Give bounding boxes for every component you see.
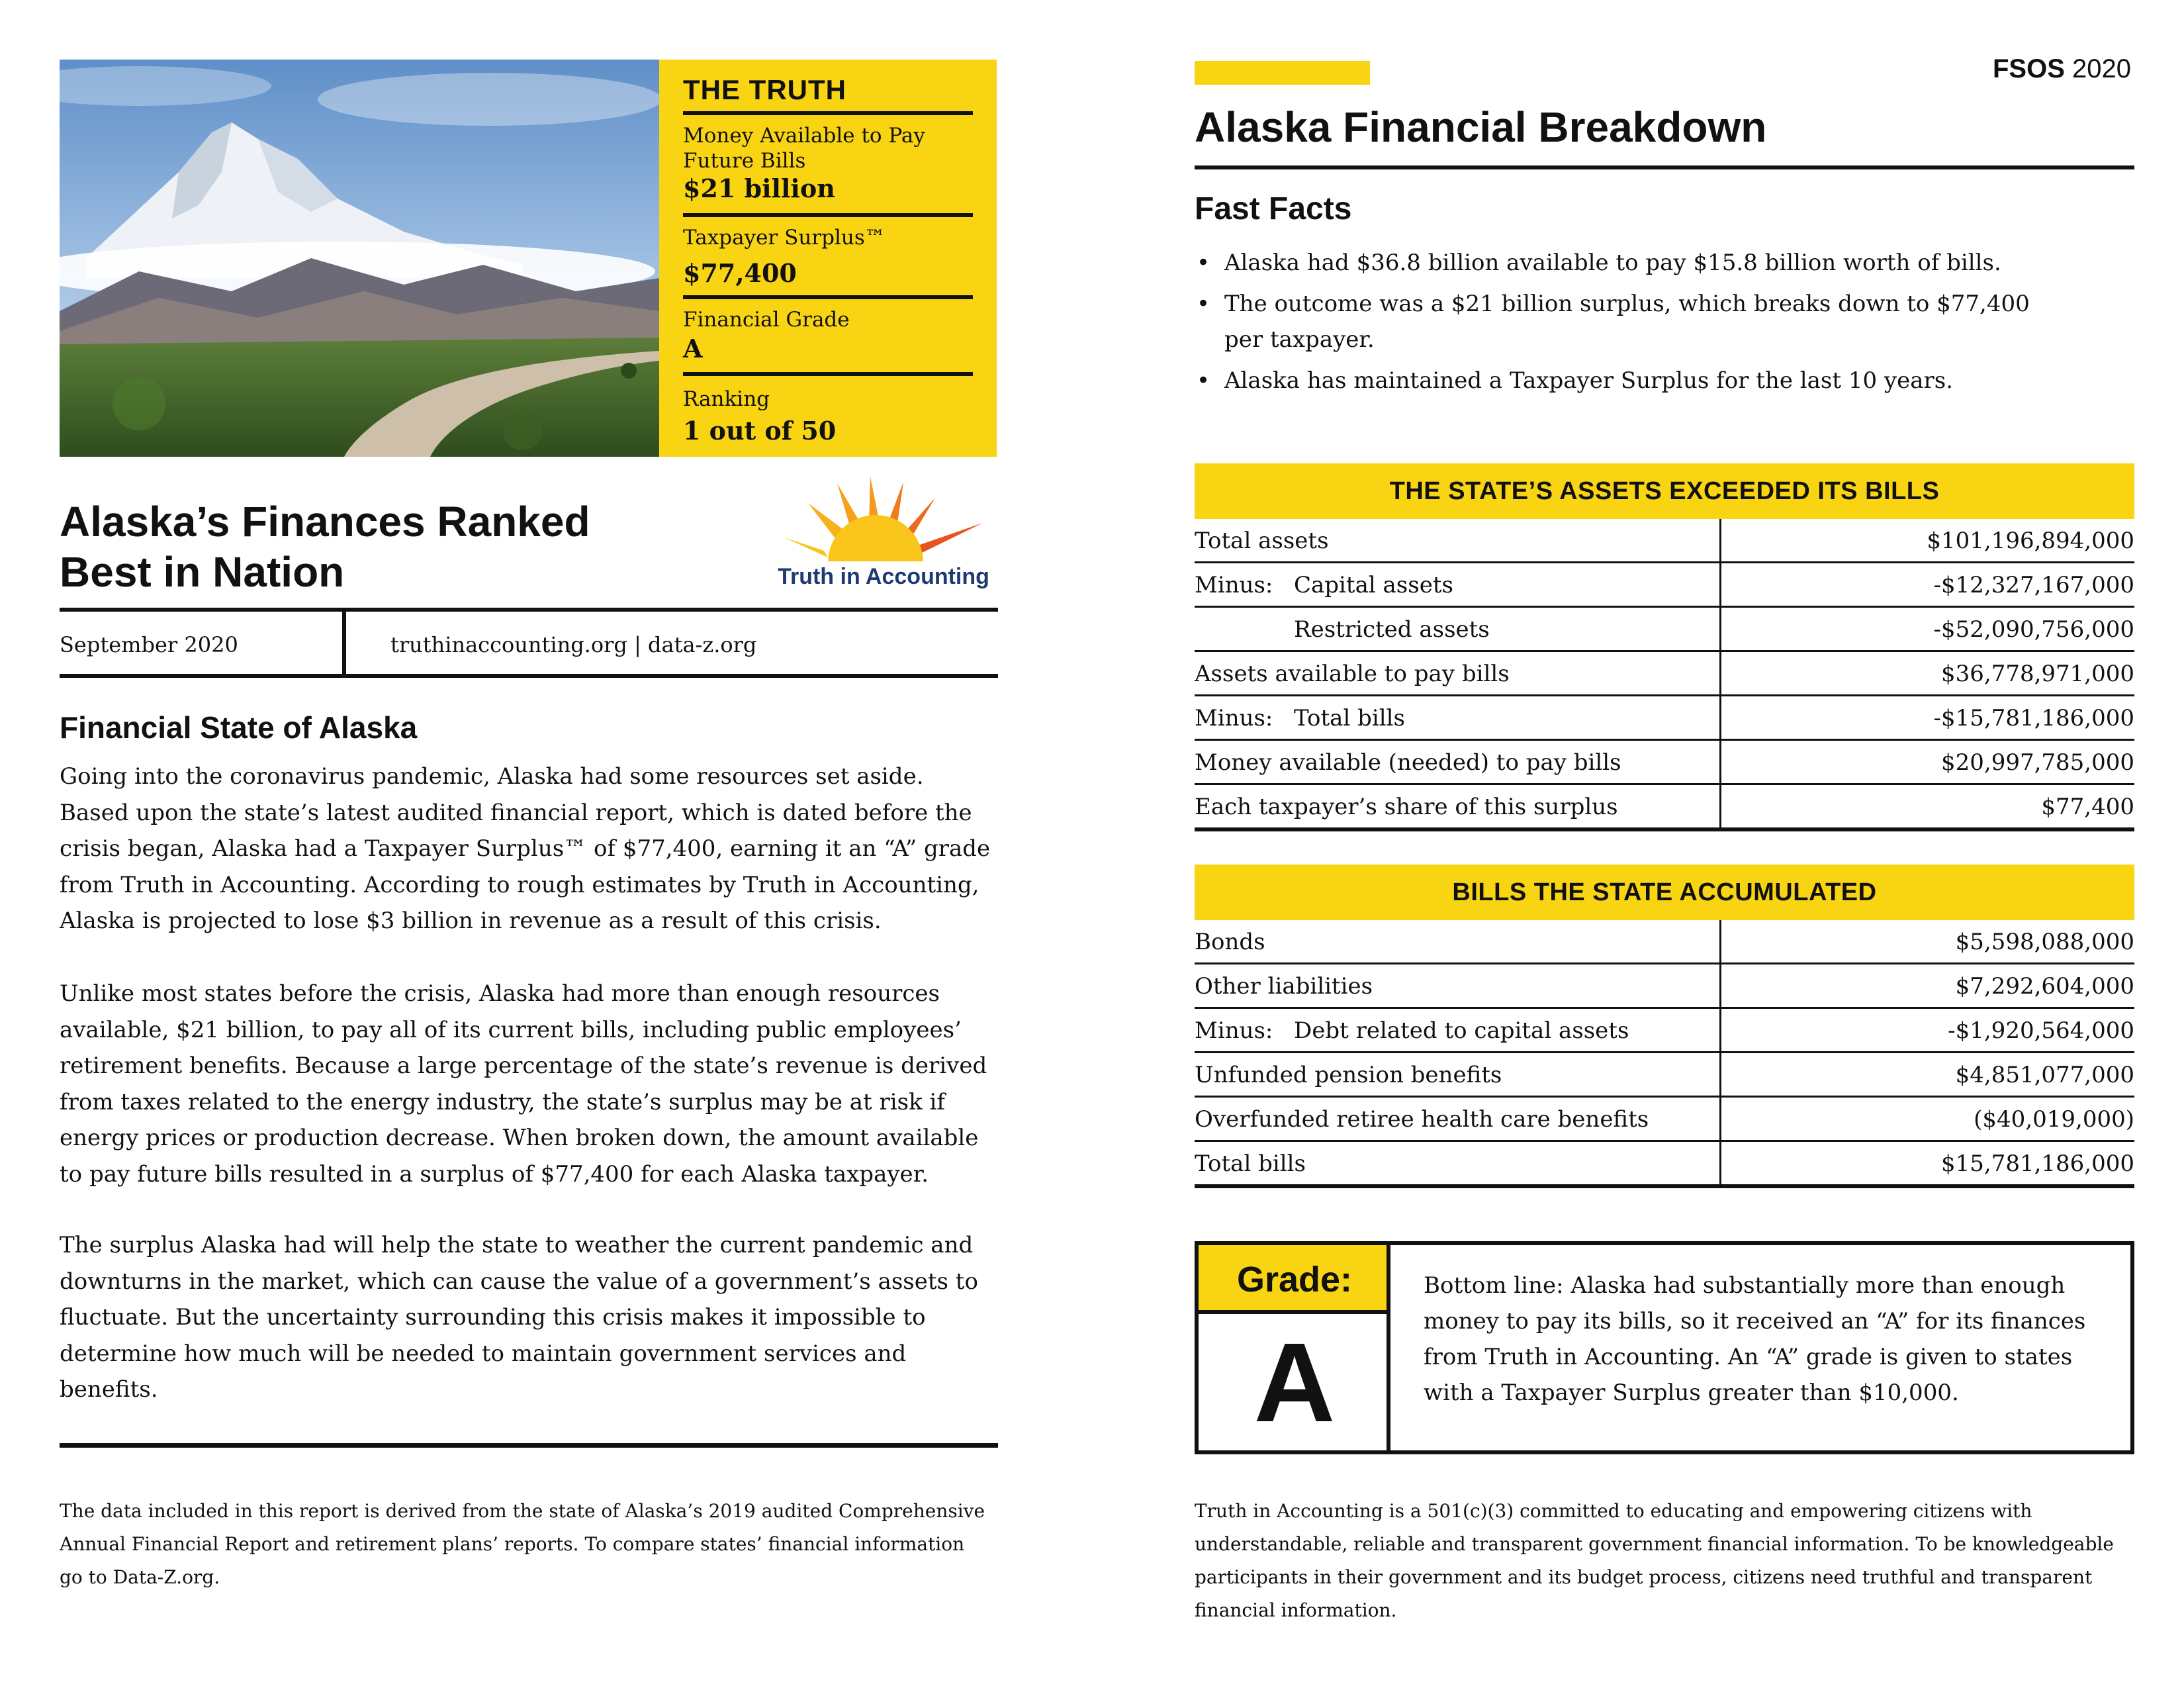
row-label: Bonds: [1195, 929, 1265, 955]
divider: [1195, 165, 2134, 169]
bullet: •: [1197, 291, 1210, 317]
table-row: [1195, 696, 2134, 741]
table-row: [1195, 785, 2134, 831]
page-headline: [60, 496, 655, 597]
bottom-line-text: Bottom line: Alaska had substantially more than enough money to pay its bills, so it received an “A” for its finances from Truth in Accounting. An “A” grade is given to states with a Taxpayer Surplus greater than $10,000.: [1424, 1272, 2086, 1406]
table-row: [1195, 608, 2134, 652]
truth-value-money-available: $21 billion: [683, 173, 835, 203]
fsos-label: FSOS: [1992, 54, 2065, 83]
row-label: Total bills: [1294, 705, 1405, 731]
fsos-year: 2020: [2072, 54, 2131, 83]
row-prefix: Minus:: [1195, 705, 1273, 731]
truth-label-money-available: Money Available to Pay Future Bills: [683, 124, 925, 173]
divider: [60, 674, 998, 678]
truth-box-title: THE TRUTH: [683, 74, 846, 105]
accent-tab: [1195, 61, 1370, 85]
row-value: -$1,920,564,000: [1948, 1017, 2134, 1044]
publication-date: September 2020: [60, 632, 238, 657]
fast-fact-text: The outcome was a $21 billion surplus, which breaks down to $77,400 per taxpayer.: [1224, 291, 2030, 353]
table-row: [1195, 1053, 2134, 1098]
assets-table-title: THE STATE’S ASSETS EXCEEDED ITS BILLS: [1195, 463, 2134, 519]
mission-statement: Truth in Accounting is a 501(c)(3) committed to educating and empowering citizens with understandable, reliable and transparent government financial information. To be knowledgeable participants in their government and its budget process, citizens need truthful and transparent financial information.: [1195, 1500, 2114, 1621]
section-heading: Financial State of Alaska: [60, 710, 418, 745]
grade-box: [1195, 1241, 2134, 1454]
truth-value-taxpayer-surplus: $77,400: [683, 258, 797, 288]
row-prefix: Minus:: [1195, 1017, 1273, 1044]
truth-label-ranking: Ranking: [683, 387, 770, 411]
grade-label: Grade:: [1236, 1260, 1353, 1299]
table-row: [1195, 1009, 2134, 1053]
row-label: Restricted assets: [1294, 616, 1490, 643]
bullet: •: [1197, 367, 1210, 394]
divider: [683, 372, 973, 376]
divider: [60, 608, 998, 612]
fast-fact-item: [1197, 286, 2071, 357]
row-value: $7,292,604,000: [1955, 973, 2134, 1000]
row-value: $77,400: [2041, 794, 2134, 820]
headline-line-1: Alaska’s Finances Ranked: [60, 498, 590, 545]
truth-label-taxpayer-surplus: Taxpayer Surplus™: [683, 226, 886, 250]
truth-value-ranking: 1 out of 50: [683, 416, 837, 445]
truth-value-financial-grade: A: [683, 334, 703, 363]
table-row: [1195, 652, 2134, 696]
row-label: Assets available to pay bills: [1195, 661, 1510, 687]
body-paragraph-1: Going into the coronavirus pandemic, Alaska had some resources set aside. Based upon the state’s latest audited financial report, which is dated before the crisis began, Alaska had a Taxpayer Surplus™ of $77,400, earning it an “A” grade from Truth in Accounting. According to rough estimates by Truth in Accounting, Alaska is projected to lose $3 billion in revenue as a result of this crisis.: [60, 763, 991, 934]
websites: truthinaccounting.org | data-z.org: [390, 632, 757, 657]
row-label: Each taxpayer’s share of this surplus: [1195, 794, 1618, 820]
row-value: $15,781,186,000: [1940, 1150, 2134, 1177]
divider: [1195, 827, 2134, 831]
bills-table-title: BILLS THE STATE ACCUMULATED: [1195, 865, 2134, 920]
table-row: [1195, 1142, 2134, 1188]
row-value: $4,851,077,000: [1955, 1062, 2134, 1088]
hero-photo-mountain-road: [60, 60, 659, 457]
table-row: [1195, 1098, 2134, 1142]
row-label: Unfunded pension benefits: [1195, 1062, 1502, 1088]
row-label: Other liabilities: [1195, 973, 1373, 1000]
fast-fact-item: [1197, 363, 2071, 399]
divider: [342, 612, 346, 677]
truth-label-financial-grade: Financial Grade: [683, 308, 850, 332]
report-series-label: [1979, 54, 2131, 84]
breakdown-title: Alaska Financial Breakdown: [1195, 103, 1767, 151]
bullet: •: [1197, 250, 1210, 276]
fast-fact-text: Alaska had $36.8 billion available to pay $15.8 billion worth of bills.: [1224, 250, 2001, 276]
row-value: $36,778,971,000: [1940, 661, 2134, 687]
logo-wordmark: Truth in Accounting: [778, 564, 989, 589]
row-label: Total bills: [1195, 1150, 1306, 1177]
divider: [683, 295, 973, 299]
row-label: Debt related to capital assets: [1294, 1017, 1629, 1044]
table-row: [1195, 964, 2134, 1009]
row-label: Total assets: [1195, 528, 1329, 554]
mountain-landscape-image: [60, 60, 659, 457]
headline-line-2: Best in Nation: [60, 548, 345, 596]
row-label: Money available (needed) to pay bills: [1195, 749, 1621, 776]
table-row: [1195, 920, 2134, 964]
grade-letter: A: [1253, 1320, 1336, 1446]
body-paragraph-3: The surplus Alaska had will help the state to weather the current pandemic and downturns in the market, which can cause the value of a government’s assets to fluctuate. But the uncertainty surrounding this crisis makes it impossible to determine how much will be needed to maintain government services and benefits.: [60, 1232, 978, 1403]
fast-fact-item: [1197, 245, 2071, 281]
table-row: [1195, 563, 2134, 608]
row-value: -$52,090,756,000: [1933, 616, 2134, 643]
divider: [60, 1443, 998, 1448]
row-prefix: Minus:: [1195, 572, 1273, 598]
divider: [1195, 1184, 2134, 1188]
row-value: ($40,019,000): [1974, 1106, 2134, 1133]
row-value: $5,598,088,000: [1955, 929, 2134, 955]
row-label: Capital assets: [1294, 572, 1453, 598]
body-paragraph-2: Unlike most states before the crisis, Alaska had more than enough resources available, $21 billion, to pay all of its current bills, including public employees’ retirement benefits. Because a large percentage of the state’s revenue is derived from taxes related to the energy industry, the state’s surplus may be at risk if energy prices or production decrease. When broken down, the amount available to pay future bills resulted in a surplus of $77,400 for each Alaska taxpayer.: [60, 980, 987, 1188]
fast-facts-heading: Fast Facts: [1195, 191, 1352, 226]
source-footnote: The data included in this report is derived from the state of Alaska’s 2019 audited Comprehensive Annual Financial Report and retirement plans’ reports. To compare states’ financial information go to Data-Z.org.: [60, 1500, 985, 1588]
row-value: $20,997,785,000: [1940, 749, 2134, 776]
row-label: Overfunded retiree health care benefits: [1195, 1106, 1649, 1133]
row-value: $101,196,894,000: [1927, 528, 2134, 554]
fast-fact-text: Alaska has maintained a Taxpayer Surplus for the last 10 years.: [1224, 367, 1953, 394]
table-row: [1195, 741, 2134, 785]
divider: [683, 111, 973, 115]
row-value: -$15,781,186,000: [1933, 705, 2134, 731]
the-truth-summary-box: [659, 60, 997, 457]
divider: [683, 213, 973, 217]
table-row: [1195, 519, 2134, 563]
row-value: -$12,327,167,000: [1933, 572, 2134, 598]
